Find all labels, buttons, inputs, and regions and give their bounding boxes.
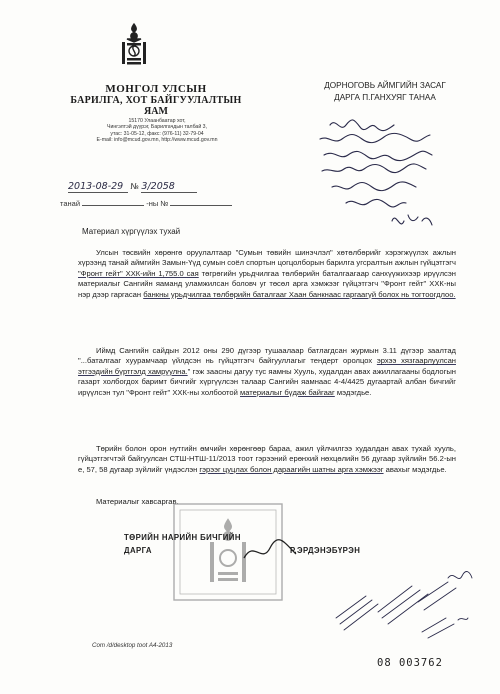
- paragraph-text: авахыг мэдэгдье.: [383, 464, 447, 474]
- paragraph-text: " гэж заасны дагуу тус яамны Хууль, худалдан авах ажиллагааны бодлогын газарт холбогдох баримт бичгийг хүргүүлсэн талаар Сангийн яамнаас 4-4/4425 дугаартай албан бичгийг ирүүлсэн тул "Фронт гейт" ХХК-ны холбоотой: [78, 366, 456, 397]
- handwritten-notes-bottom: [318, 548, 488, 668]
- date-number-line: [68, 181, 197, 193]
- paragraph-text: Иймд Сангийн сайдын 2012 оны 290 дүгээр тушаалаар батлагдсан журмын 3.11 дүгээр заалтад "...баталгааг хуурамчаар үйлдсэн нь гүйцэтгэгч байгууллагыг тендерт оролцох: [78, 346, 456, 366]
- letter-subject: Материал хүргүүлэх тухай: [82, 227, 181, 236]
- reference-line: [60, 199, 232, 208]
- paragraph-text: төгрөгийн урьдчилгаа төлбөрийн баталгаагаар санхүүжихээр ирүүлсэн материалыг Сангийн яаманд уламжилсан боловч уг төсөл арга хэмжээг гүйцэтгэгч "Фронт гейт" ХХК-ны нэр дээр гаргасан: [78, 268, 456, 299]
- address-line: 15170 Улаанбаатар хот,: [128, 118, 186, 124]
- paragraph-text: Улсын төсвийн хөрөнгө оруулалтаар "Сумын төвийн шинэчлэл" хөтөлбөрийг хэрэгжүүлэх ажлын хүрээнд танай аймгийн Замын-Үүд сумын соёл спортын цогцолборын барилга угсралтын ажлын гүйцэтгэгч: [78, 248, 456, 268]
- underlined-text: "Фронт гейт" ХХК-ийн 1,755.0 сая: [78, 268, 199, 278]
- underlined-text: гэрээг цуцлах болон дараагийн шатны арга хэмжээг: [199, 464, 384, 474]
- underlined-text: материалыг бүдаж байгааг: [239, 387, 335, 397]
- soyombo-emblem-icon: [118, 22, 150, 66]
- handwritten-resolution: [300, 113, 470, 243]
- underlined-text: эрхээ хязгаарлуулсан этгээдийн бүртгэлд хамруулна.: [78, 356, 456, 376]
- ministry-line-3: ЯАМ: [144, 106, 168, 117]
- address-line: Чингэлтэй дүүрэг, Барилгачдын талбай 3,: [107, 124, 207, 131]
- ministry-line-1: МОНГОЛ УЛСЫН: [105, 83, 207, 95]
- signatory-name: Р.ЭРДЭНЭБҮРЭН: [290, 546, 361, 555]
- address-line: утас: 31-05-12, факс: (976-11) 32-79-04: [110, 130, 204, 137]
- reference-prefix: танай: [60, 199, 81, 208]
- paragraph-attachment: Материалыг хавсаргав.: [96, 497, 179, 506]
- paragraph-3: [78, 444, 456, 475]
- letter-number: 3/2058: [141, 181, 197, 193]
- reference-blank: [170, 205, 232, 206]
- ministry-line-2: БАРИЛГА, ХОТ БАЙГУУЛАЛТЫН: [70, 95, 242, 106]
- address-line: E-mail: info@mcud.gov.mn, http://www.mcud.gov.mn: [96, 137, 218, 144]
- underlined-text: банкны урьдчилгаа төлбөрийн баталгааг Хаан банкнаас гаргаагүй болох нь тогтоогдлоо.: [143, 289, 456, 299]
- letter-date: 2013-08-29: [68, 181, 128, 193]
- reference-blank: [82, 205, 144, 206]
- document-serial-number: 08 003762: [377, 657, 443, 669]
- signatory-title-line-1: ТӨРИЙН НАРИЙН БИЧГИЙН: [124, 533, 241, 542]
- paragraph-1: [78, 248, 456, 300]
- paragraph-text: мэдэгдье.: [334, 387, 372, 397]
- ministry-address: [72, 118, 242, 144]
- paragraph-2: [78, 346, 456, 398]
- number-sign: №: [130, 182, 139, 191]
- footer-file-path: Com /d/desktop toot A4-2013: [92, 642, 173, 649]
- paragraph-text: Төрийн болон орон нутгийн өмчийн хөрөнгөөр бараа, ажил үйлчилгээ худалдан авах тухай хууль, гүйцэтгэгчтэй байгуулсан СТШ-НТШ-11/2013 тоот гэрээний ерөнхий нөхцөлийн 56 дугаар зүйлийн 56.2-ын е, 57, 58 дугаар зүйлийг үндэслэн: [78, 444, 456, 474]
- reference-middle: -ны №: [146, 199, 169, 208]
- signatory-title-line-2: ДАРГА: [124, 546, 152, 555]
- addressee-line-1: ДОРНОГОВЬ АЙМГИЙН ЗАСАГ: [324, 81, 446, 90]
- ministry-name: [56, 84, 256, 117]
- addressee-line-2: ДАРГА П.ГАНХУЯГ ТАНАА: [334, 93, 436, 102]
- addressee: [290, 80, 480, 104]
